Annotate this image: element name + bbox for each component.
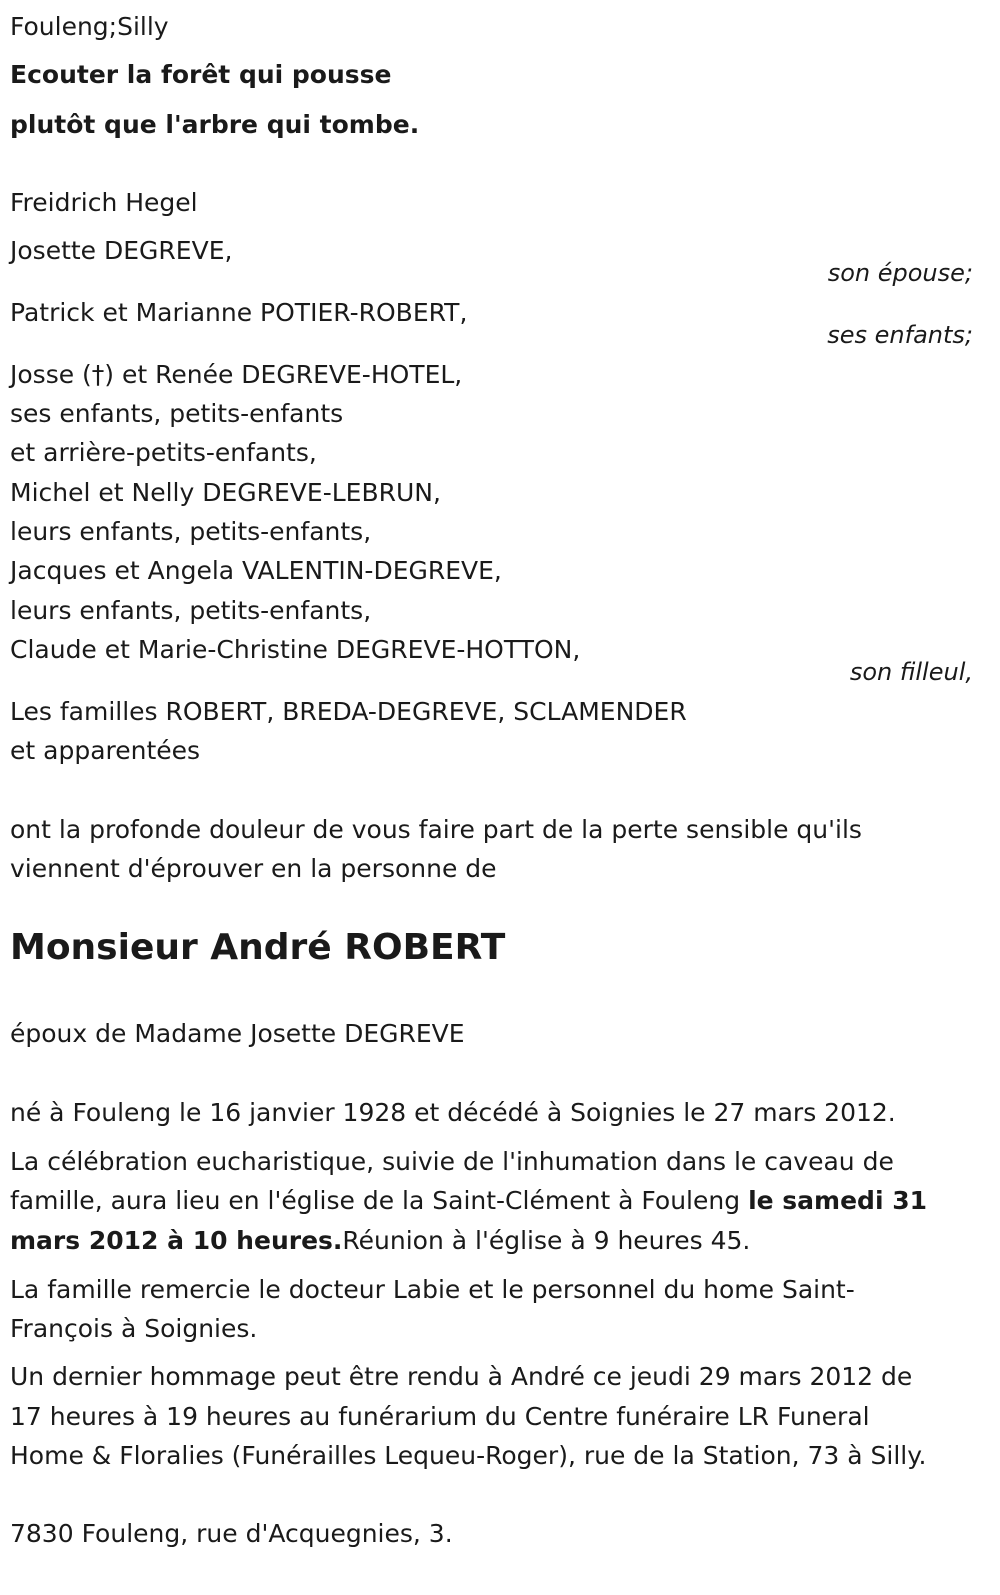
- address: 7830 Fouleng, rue d'Acquegnies, 3.: [10, 1519, 453, 1548]
- tribute-line-3: Home & Floralies (Funérailles Lequeu-Roger), rue de la Station, 73 à Silly.: [10, 1441, 927, 1470]
- thanks-line-2: François à Soignies.: [10, 1314, 258, 1343]
- relative-line: ses enfants, petits-enfants: [10, 399, 344, 428]
- spouse-name: Josette DEGREVE,: [10, 236, 233, 265]
- ceremony-date: le samedi 31: [748, 1186, 928, 1215]
- ceremony-line-2: [10, 1188, 927, 1213]
- children-role: ses enfants;: [827, 321, 973, 349]
- tribute-line-2: 17 heures à 19 heures au funérarium du Centre funéraire LR Funeral: [10, 1402, 870, 1431]
- families-line-1: Les familles ROBERT, BREDA-DEGREVE, SCLAMENDER: [10, 697, 687, 726]
- children-name: Patrick et Marianne POTIER-ROBERT,: [10, 298, 468, 327]
- ceremony-text: famille, aura lieu en l'église de la Saint-Clément à Fouleng: [10, 1186, 749, 1215]
- quote-author: Freidrich Hegel: [10, 188, 198, 217]
- tribute-line-1: Un dernier hommage peut être rendu à André ce jeudi 29 mars 2012 de: [10, 1362, 913, 1391]
- relative-line: leurs enfants, petits-enfants,: [10, 596, 372, 625]
- announcement-line-1: ont la profonde douleur de vous faire part de la perte sensible qu'ils: [10, 815, 862, 844]
- ceremony-date-cont: mars 2012 à 10 heures.: [10, 1226, 343, 1255]
- relative-line: Josse (†) et Renée DEGREVE-HOTEL,: [10, 360, 463, 389]
- announcement-line-2: viennent d'éprouver en la personne de: [10, 854, 497, 883]
- ceremony-line-1: La célébration eucharistique, suivie de l'inhumation dans le caveau de: [10, 1147, 894, 1176]
- quote-line-1: Ecouter la forêt qui pousse: [10, 60, 392, 89]
- quote-line-2: plutôt que l'arbre qui tombe.: [10, 110, 420, 139]
- thanks-line-1: La famille remercie le docteur Labie et le personnel du home Saint-: [10, 1275, 855, 1304]
- locations: Fouleng;Silly: [10, 12, 169, 41]
- families-line-2: et apparentées: [10, 736, 201, 765]
- ceremony-line-3: [10, 1228, 750, 1253]
- relative-line: Claude et Marie-Christine DEGREVE-HOTTON,: [10, 635, 581, 664]
- relative-line: Michel et Nelly DEGREVE-LEBRUN,: [10, 478, 441, 507]
- birth-death: né à Fouleng le 16 janvier 1928 et décédé à Soignies le 27 mars 2012.: [10, 1098, 896, 1127]
- spouse-of: époux de Madame Josette DEGREVE: [10, 1019, 465, 1048]
- deceased-name: Monsieur André ROBERT: [10, 927, 506, 968]
- relative-line: leurs enfants, petits-enfants,: [10, 517, 372, 546]
- godson-role: son filleul,: [849, 658, 973, 686]
- ceremony-meeting: Réunion à l'église à 9 heures 45.: [342, 1226, 751, 1255]
- relative-line: et arrière-petits-enfants,: [10, 438, 317, 467]
- relative-line: Jacques et Angela VALENTIN-DEGREVE,: [10, 556, 502, 585]
- spouse-role: son épouse;: [827, 259, 973, 287]
